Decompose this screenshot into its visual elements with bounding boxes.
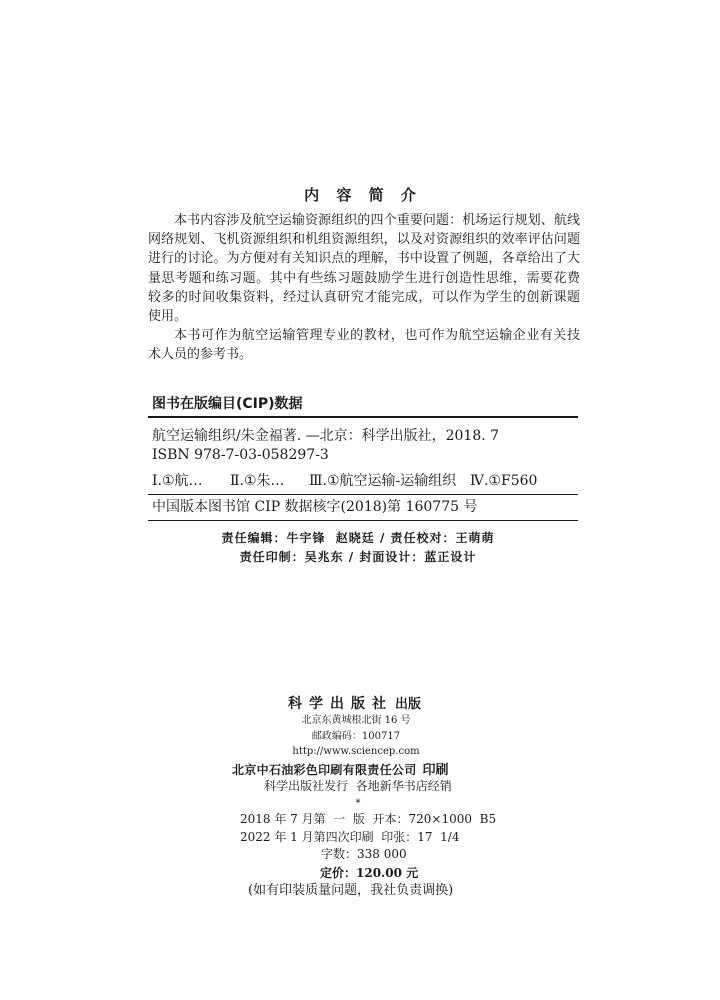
- distribution-line: 科学出版社发行 各地新华书店经销: [264, 779, 452, 793]
- intro-line: 使用。: [148, 308, 188, 324]
- word-count: 字数：338 000: [321, 847, 407, 861]
- classification-item: Ⅱ.①朱…: [230, 473, 285, 489]
- intro-line: 量思考题和练习题。其中有些练习题鼓励学生进行创造性思维，需要花费: [148, 270, 580, 286]
- cip-bottom-rule: [148, 520, 578, 521]
- intro-line: 进行的讨论。为方便对有关知识点的理解，书中设置了例题，各章给出了大: [148, 251, 580, 267]
- production-credits: 责任印制：吴兆东 / 封面设计：蓝正设计: [239, 550, 477, 564]
- cip-record: 航空运输组织/朱金福著. —北京：科学出版社，2018. 7: [152, 428, 500, 444]
- intro-line: 网络规划、飞机资源组织和机组资源组织，以及对资源组织的效率评估问题: [148, 232, 580, 248]
- publisher-postcode: 邮政编码：100717: [311, 731, 401, 742]
- publisher-logo: 科学出版社: [288, 696, 393, 712]
- cip-isbn: ISBN 978-7-03-058297-3: [152, 447, 329, 463]
- cip-top-rule: [148, 416, 578, 418]
- classification-item: Ⅲ.①航空运输-运输组织: [309, 473, 457, 489]
- edition-line: 2018 年 7 月第 一 版 开本：720×1000 B5: [240, 812, 497, 826]
- classification-item: Ⅳ.①F560: [470, 473, 538, 489]
- intro-line: 较多的时间收集资料，经过认真研究才能完成，可以作为学生的创新课题: [148, 289, 580, 305]
- intro-line: 本书内容涉及航空运输资源组织的四个重要问题：机场运行规划、航线: [174, 213, 580, 228]
- cip-data-number: 中国版本图书馆 CIP 数据核字(2018)第 160775 号: [152, 499, 478, 515]
- printer-action: 印刷: [422, 763, 449, 778]
- editor-credits: 责任编辑：牛宇锋 赵晓廷 / 责任校对：王萌萌: [221, 531, 495, 545]
- publisher-line: [288, 695, 421, 711]
- intro-line: 本书可作为航空运输管理专业的教材，也可作为航空运输企业有关技: [174, 328, 580, 344]
- publisher-website: http://www.sciencep.com: [292, 746, 420, 757]
- intro-line: 术人员的参考书。: [148, 347, 253, 363]
- publisher-address: 北京东黄城根北街 16 号: [301, 715, 411, 726]
- cip-heading: 图书在版编目(CIP)数据: [152, 396, 303, 412]
- intro-body: [148, 211, 580, 365]
- printer-line: [232, 761, 449, 777]
- quality-notice: (如有印装质量问题，我社负责调换): [248, 883, 454, 898]
- price: 定价：120.00 元: [320, 866, 419, 880]
- cip-middle-rule: [148, 494, 578, 495]
- separator-star: *: [355, 798, 361, 809]
- publisher-action: 出版: [395, 697, 422, 712]
- classification-item: Ⅰ.①航…: [152, 473, 203, 489]
- printing-line: 2022 年 1 月第四次印刷 印张：17 1/4: [240, 830, 460, 844]
- intro-title: 内 容 简 介: [304, 186, 422, 204]
- printer-name: 北京中石油彩色印刷有限责任公司: [232, 763, 417, 777]
